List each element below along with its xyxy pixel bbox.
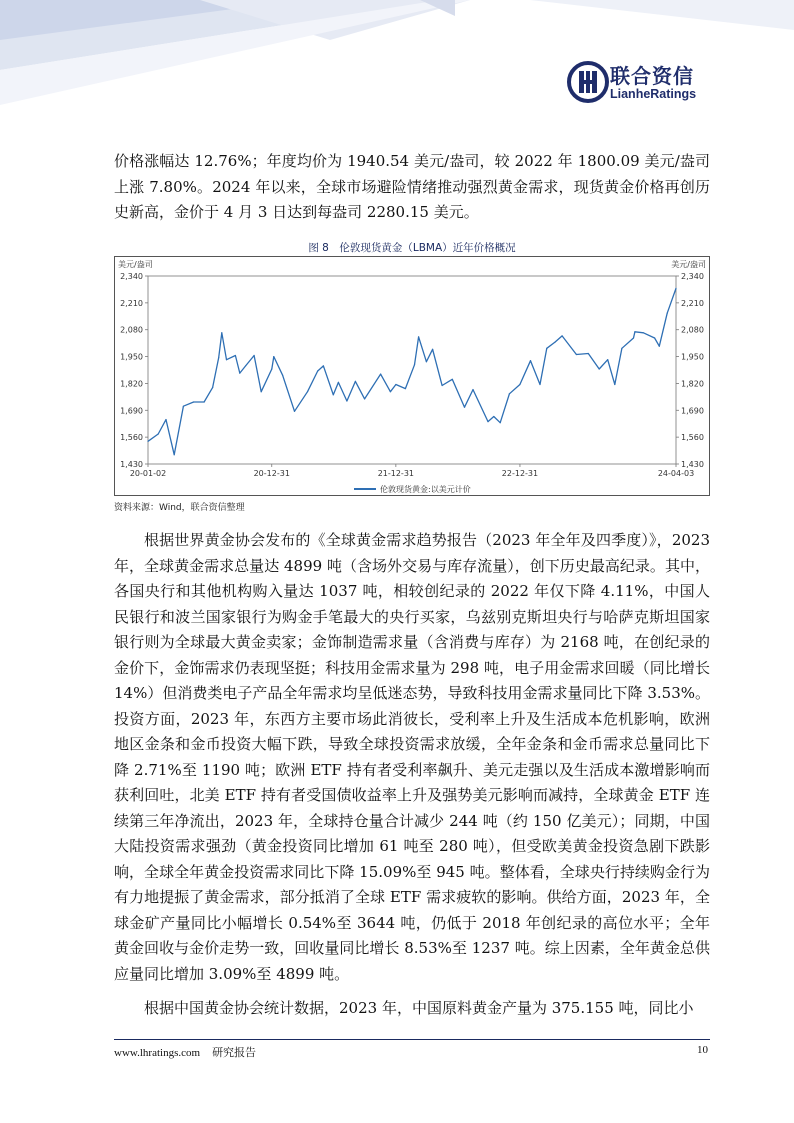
data-point xyxy=(654,337,655,338)
data-point xyxy=(546,348,547,349)
y-axis-label-left: 美元/盎司 xyxy=(118,260,153,269)
footer-website: www.lhratings.com xyxy=(114,1047,201,1059)
data-point xyxy=(294,411,295,412)
y-tick-label-left: 2,340 xyxy=(120,272,143,281)
x-tick-label: 22-12-31 xyxy=(501,469,539,478)
data-point xyxy=(355,381,356,382)
paragraph-china-production: 根据中国黄金协会统计数据，2023 年，中国原料黄金产量为 375.155 吨，同比小 xyxy=(144,999,694,1017)
y-tick-label-left: 1,430 xyxy=(120,460,143,469)
y-tick-label-right: 1,820 xyxy=(681,379,704,389)
data-point xyxy=(204,401,205,402)
data-point xyxy=(539,384,540,385)
data-point xyxy=(307,391,308,392)
figure-title: 图 8 伦敦现货黄金（LBMA）近年价格概况 xyxy=(308,242,516,254)
data-point xyxy=(193,401,194,402)
data-point xyxy=(509,393,510,394)
data-point xyxy=(317,370,318,371)
data-point xyxy=(414,364,415,365)
lianhe-logo-icon xyxy=(566,60,610,104)
data-point xyxy=(261,391,262,392)
data-point xyxy=(221,332,222,333)
data-point xyxy=(338,382,339,383)
x-tick-label: 20-01-02 xyxy=(129,469,167,478)
y-tick-label-left: 1,820 xyxy=(120,379,143,389)
y-tick-label-left: 1,560 xyxy=(120,433,143,443)
data-point xyxy=(273,356,274,357)
data-point xyxy=(390,391,391,392)
data-point xyxy=(165,419,166,420)
chart-frame xyxy=(115,257,710,496)
y-tick-label-right: 1,560 xyxy=(681,433,704,443)
data-point xyxy=(147,441,148,442)
y-axis-label-right: 美元/盎司 xyxy=(671,260,706,269)
data-point xyxy=(364,398,365,399)
logo-english-name: LianheRatings xyxy=(610,87,697,101)
paragraph-gold-demand: 根据世界黄金协会发布的《全球黄金需求趋势报告（2023 年全年及四季度）》，2023 年，全球黄金需求总量达 4899 吨（含场外交易与库存流量），创下历史最高纪录。其中，各国央行和其他机构购入量达 1037 吨，相较创纪录的 2022 年仅下降 4.11%，中国人民银行和波兰国家银行为购金手笔最大的央行买家，乌兹别克斯坦央行与哈萨克斯坦国家银行则为全球最大黄金卖家；金饰制造需求量（含消费与库存）为 2168 吨，在创纪录的金价下，金饰需求仍表现坚挺；科技用金需求量为 298 吨，电子用金需求回暖（同比增长 14%）但消费类电子产品全年需求均呈低迷态势，导致科技用金需求量同比下降 3.53%。投资方面，2023 年，东西方主要市场此消彼长，受利率上升及生活成本危机影响，欧洲地区金条和金币投资大幅下跌，导致全球投资需求放缓，全年金条和金币需求总量同比下降 2.71%至 1190 吨；欧洲 ETF 持有者受利率飙升、美元走强以及生活成本激增影响而获利回吐，北美 ETF 持有者受国债收益率上升及强势美元影响而减持，全球黄金 ETF 连续第三年净流出，2023 年，全球持仓量合计减少 244 吨（约 150 亿美元）；同期，中国大陆投资需求强劲（黄金投资同比增加 61 吨至 280 吨），但受欧美黄金投资急剧下跌影响，全球全年黄金投资需求同比下降 15.09%至 945 吨。整体看，全球央行持续购金行为有力地提振了黄金需求，部分抵消了全球 ETF 需求疲软的影响。供给方面，2023 年，全球金矿产量同比小幅增长 0.54%至 3644 吨，仍低于 2018 年创纪录的高位水平；全年黄金回收与金价走势一致，回收量同比增长 8.53%至 1237 吨。综上因素，全年黄金总供应量同比增加 3.09%至 4899 吨。 xyxy=(114,531,710,983)
data-point xyxy=(333,394,334,395)
y-tick-label-right: 2,080 xyxy=(681,325,704,335)
data-point xyxy=(599,368,600,369)
data-point xyxy=(395,384,396,385)
data-point xyxy=(675,288,676,289)
data-point xyxy=(245,365,246,366)
y-tick-label-left: 2,080 xyxy=(120,325,143,335)
data-point xyxy=(607,359,608,360)
data-point xyxy=(659,346,660,347)
data-point xyxy=(183,406,184,407)
data-point xyxy=(452,379,453,380)
data-point xyxy=(614,384,615,385)
data-point xyxy=(426,361,427,362)
paragraph-gold-price: 价格涨幅达 12.76%；年度均价为 1940.54 美元/盎司，较 2022 年 1800.09 美元/盎司上涨 7.80%。2024 年以来，全球市场避险情绪推动强烈黄金需求，现货黄金价格再创历史新高，金价于 4 月 3 日达到每盎司 2280.15 美元。 xyxy=(114,152,710,221)
data-point xyxy=(346,400,347,401)
y-tick-label-right: 1,690 xyxy=(681,406,704,416)
data-point xyxy=(472,389,473,390)
data-point xyxy=(634,331,635,332)
data-point xyxy=(576,354,577,355)
data-point xyxy=(464,407,465,408)
data-point xyxy=(442,385,443,386)
footer-left xyxy=(114,1044,268,1060)
data-point xyxy=(418,336,419,337)
logo-chinese-name: 联合资信 xyxy=(610,64,694,88)
data-point xyxy=(235,355,236,356)
page-number: 10 xyxy=(697,1044,708,1056)
data-point xyxy=(432,349,433,350)
y-tick-label-right: 1,430 xyxy=(681,460,704,469)
data-point xyxy=(621,348,622,349)
y-tick-label-left: 2,210 xyxy=(120,298,143,308)
data-point xyxy=(562,335,563,336)
data-point xyxy=(218,357,219,358)
company-logo xyxy=(566,60,716,108)
data-point xyxy=(667,313,668,314)
data-point xyxy=(282,375,283,376)
data-point xyxy=(633,337,634,338)
data-point xyxy=(323,365,324,366)
y-tick-label-left: 1,690 xyxy=(120,406,143,416)
x-tick-label: 20-12-31 xyxy=(253,469,290,478)
data-point xyxy=(212,387,213,388)
y-tick-label-right: 1,950 xyxy=(681,352,704,362)
data-point xyxy=(254,355,255,356)
data-point xyxy=(174,454,175,455)
data-point xyxy=(226,359,227,360)
y-tick-label-left: 1,950 xyxy=(120,352,143,362)
x-tick-label: 21-12-31 xyxy=(377,469,415,478)
data-point xyxy=(271,368,272,369)
data-point xyxy=(643,332,644,333)
data-point xyxy=(493,416,494,417)
data-point xyxy=(158,433,159,434)
data-point xyxy=(487,421,488,422)
data-point xyxy=(405,388,406,389)
data-point xyxy=(554,342,555,343)
x-tick-label: 24-04-03 xyxy=(657,469,695,478)
data-point xyxy=(519,384,520,385)
legend-label: 伦敦现货黄金:以美元计价 xyxy=(380,485,471,494)
gold-price-line-chart xyxy=(114,256,710,496)
figure-source: 资料来源：Wind，联合资信整理 xyxy=(114,503,245,513)
data-point xyxy=(380,374,381,375)
data-point xyxy=(530,360,531,361)
footer-divider xyxy=(114,1039,710,1040)
data-point xyxy=(500,422,501,423)
data-point xyxy=(588,353,589,354)
y-tick-label-right: 2,210 xyxy=(681,298,704,308)
data-point xyxy=(239,373,240,374)
footer-doc-type: 研究报告 xyxy=(212,1047,257,1059)
y-tick-label-right: 2,340 xyxy=(681,272,704,281)
